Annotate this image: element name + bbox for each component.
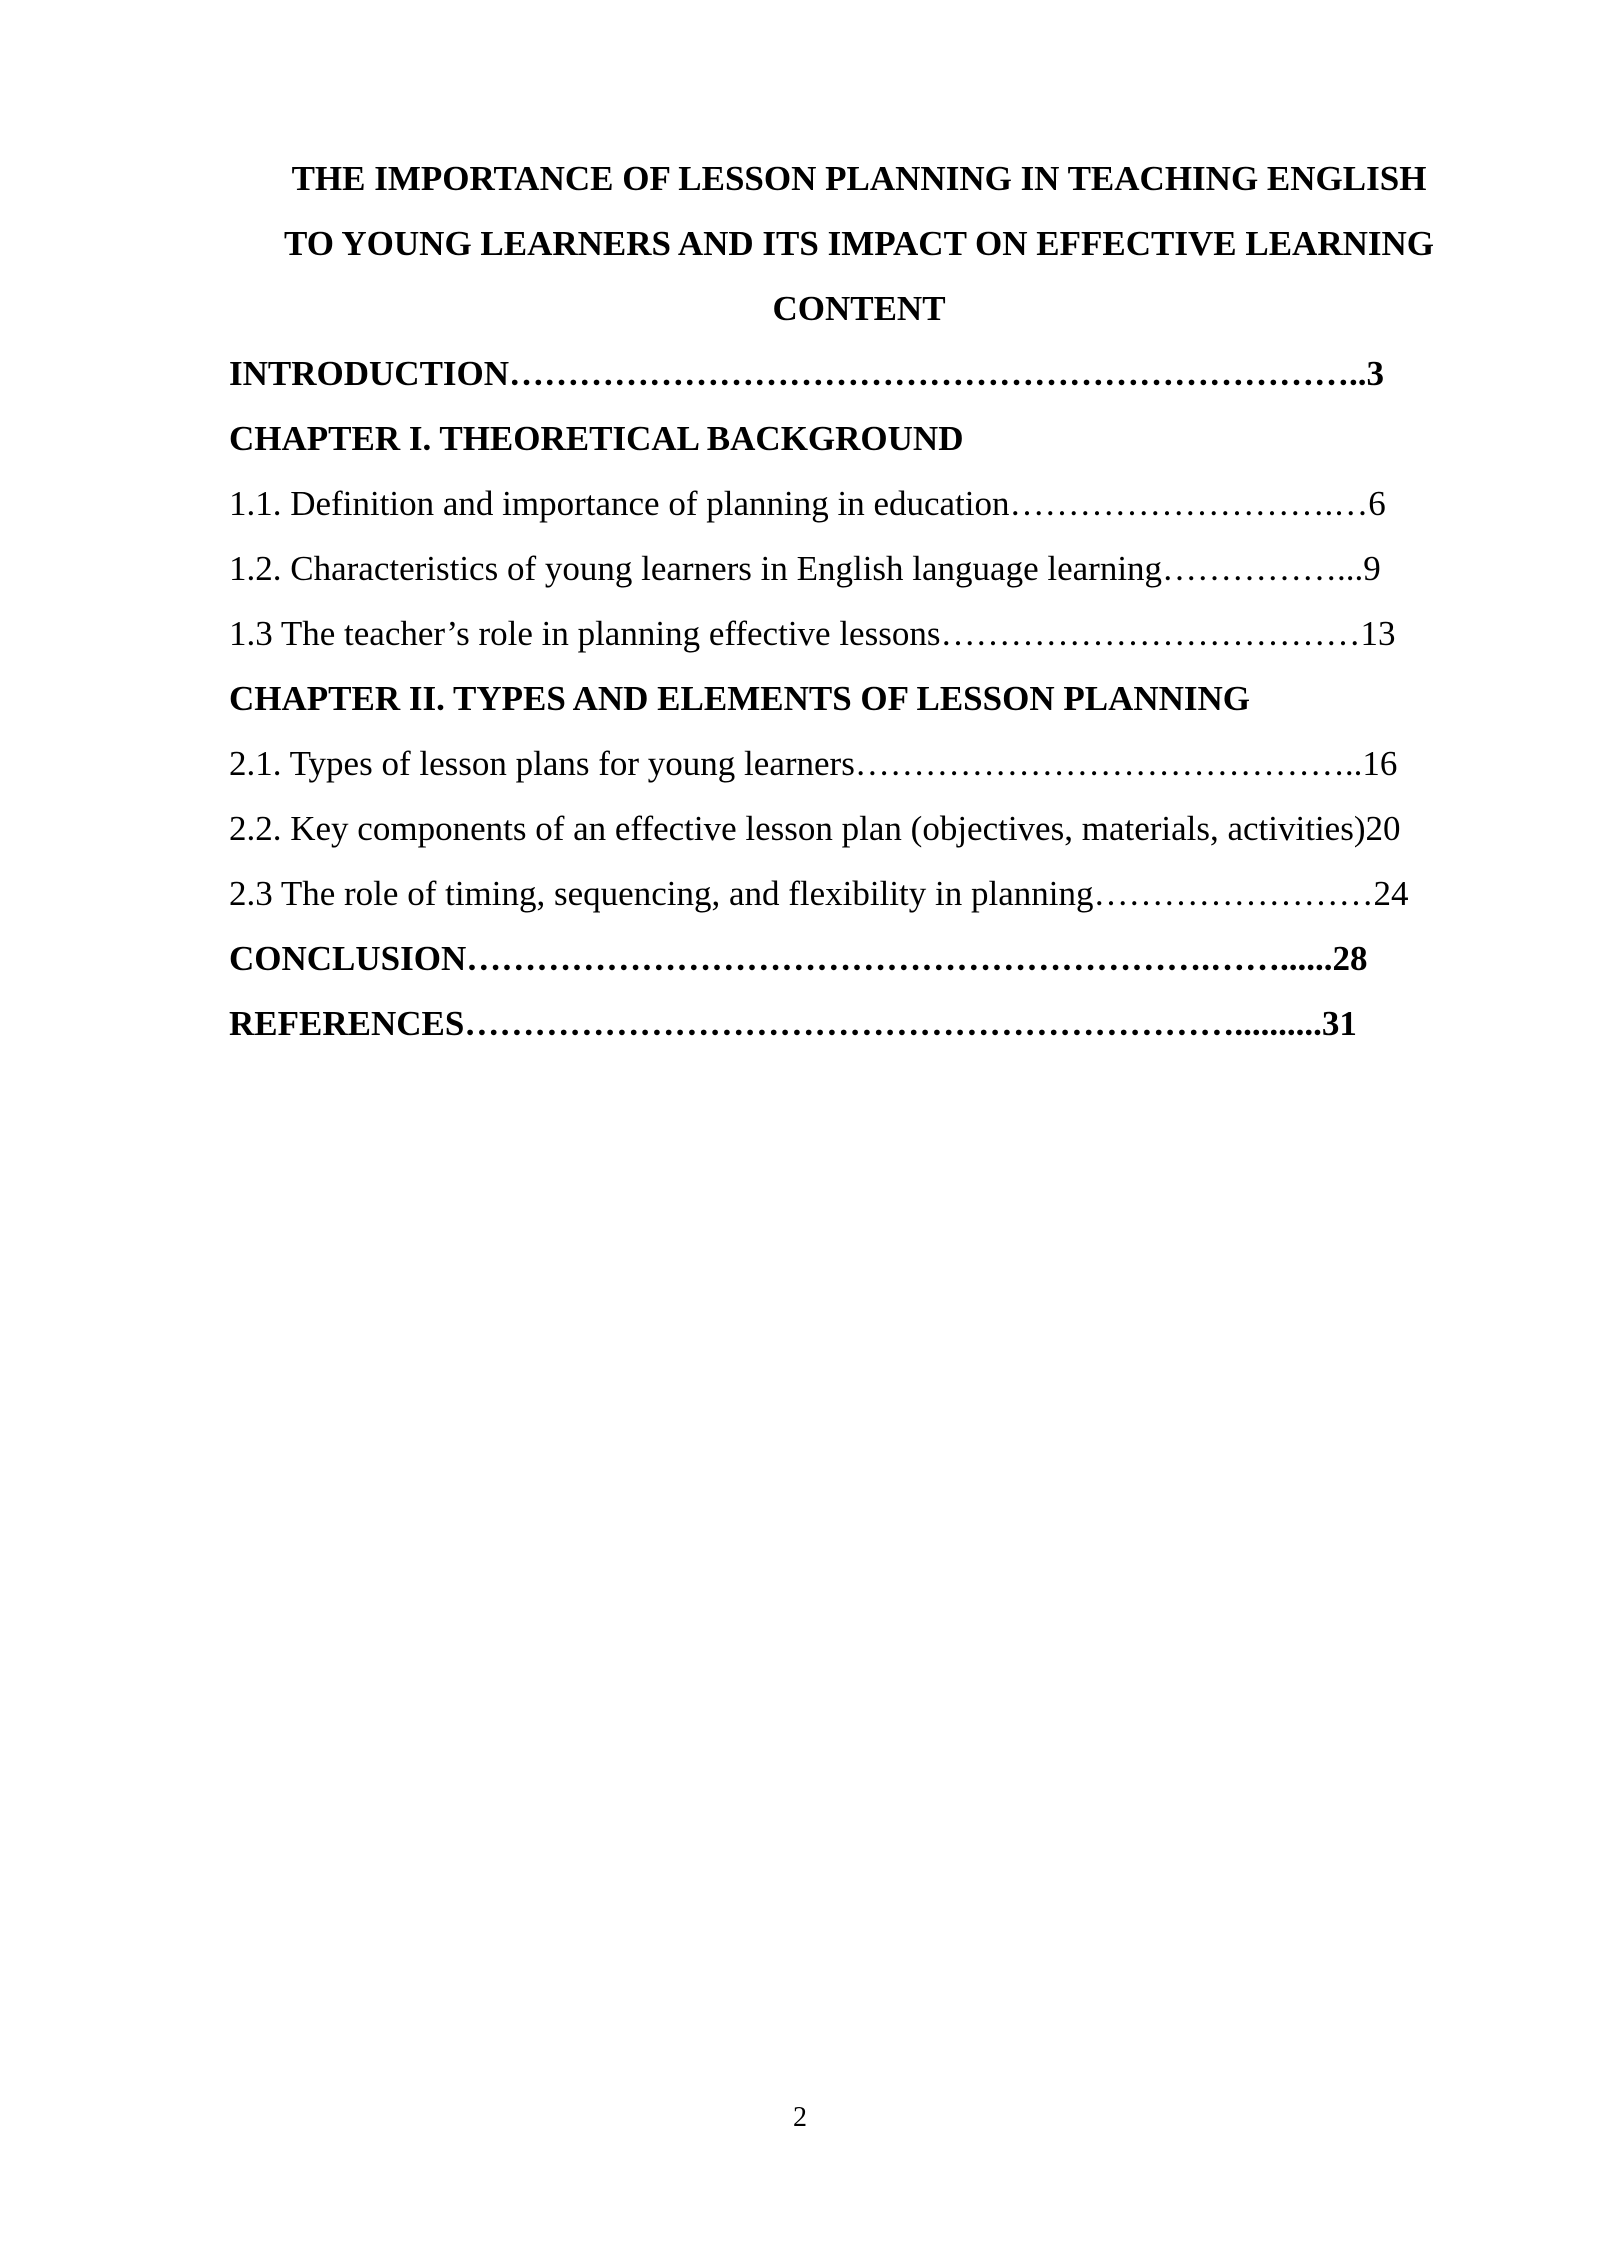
document-title [229, 146, 1489, 341]
toc-entry-1-2: 1.2. Characteristics of young learners in English language learning……………...9 [229, 549, 1381, 588]
toc-heading-chapter-1: CHAPTER I. THEORETICAL BACKGROUND [229, 419, 964, 458]
toc-entry-2-1: 2.1. Types of lesson plans for young learners……………………………………..16 [229, 744, 1398, 783]
toc-entry-2-2: 2.2. Key components of an effective lesson plan (objectives, materials, activities)20 [229, 809, 1401, 848]
toc-heading-chapter-2: CHAPTER II. TYPES AND ELEMENTS OF LESSON PLANNING [229, 679, 1251, 718]
toc-entry-introduction: INTRODUCTION………………………………………………………………..3 [229, 354, 1385, 393]
page-number: 2 [793, 2102, 807, 2133]
title-line: TO YOUNG LEARNERS AND ITS IMPACT ON EFFECTIVE LEARNING [284, 224, 1434, 263]
table-of-contents [229, 341, 1489, 1056]
toc-entry-conclusion: CONCLUSION……………………………………………………….……......28 [229, 939, 1368, 978]
title-line: THE IMPORTANCE OF LESSON PLANNING IN TEACHING ENGLISH [291, 159, 1427, 198]
title-line: CONTENT [772, 289, 946, 328]
toc-entry-1-1: 1.1. Definition and importance of planning in education……………………….…6 [229, 484, 1386, 523]
toc-entry-references: REFERENCES…………………………………………………………..........31 [229, 1004, 1357, 1043]
toc-entry-1-3: 1.3 The teacher’s role in planning effective lessons………………………………13 [229, 614, 1396, 653]
toc-entry-2-3: 2.3 The role of timing, sequencing, and flexibility in planning……………………24 [229, 874, 1409, 913]
